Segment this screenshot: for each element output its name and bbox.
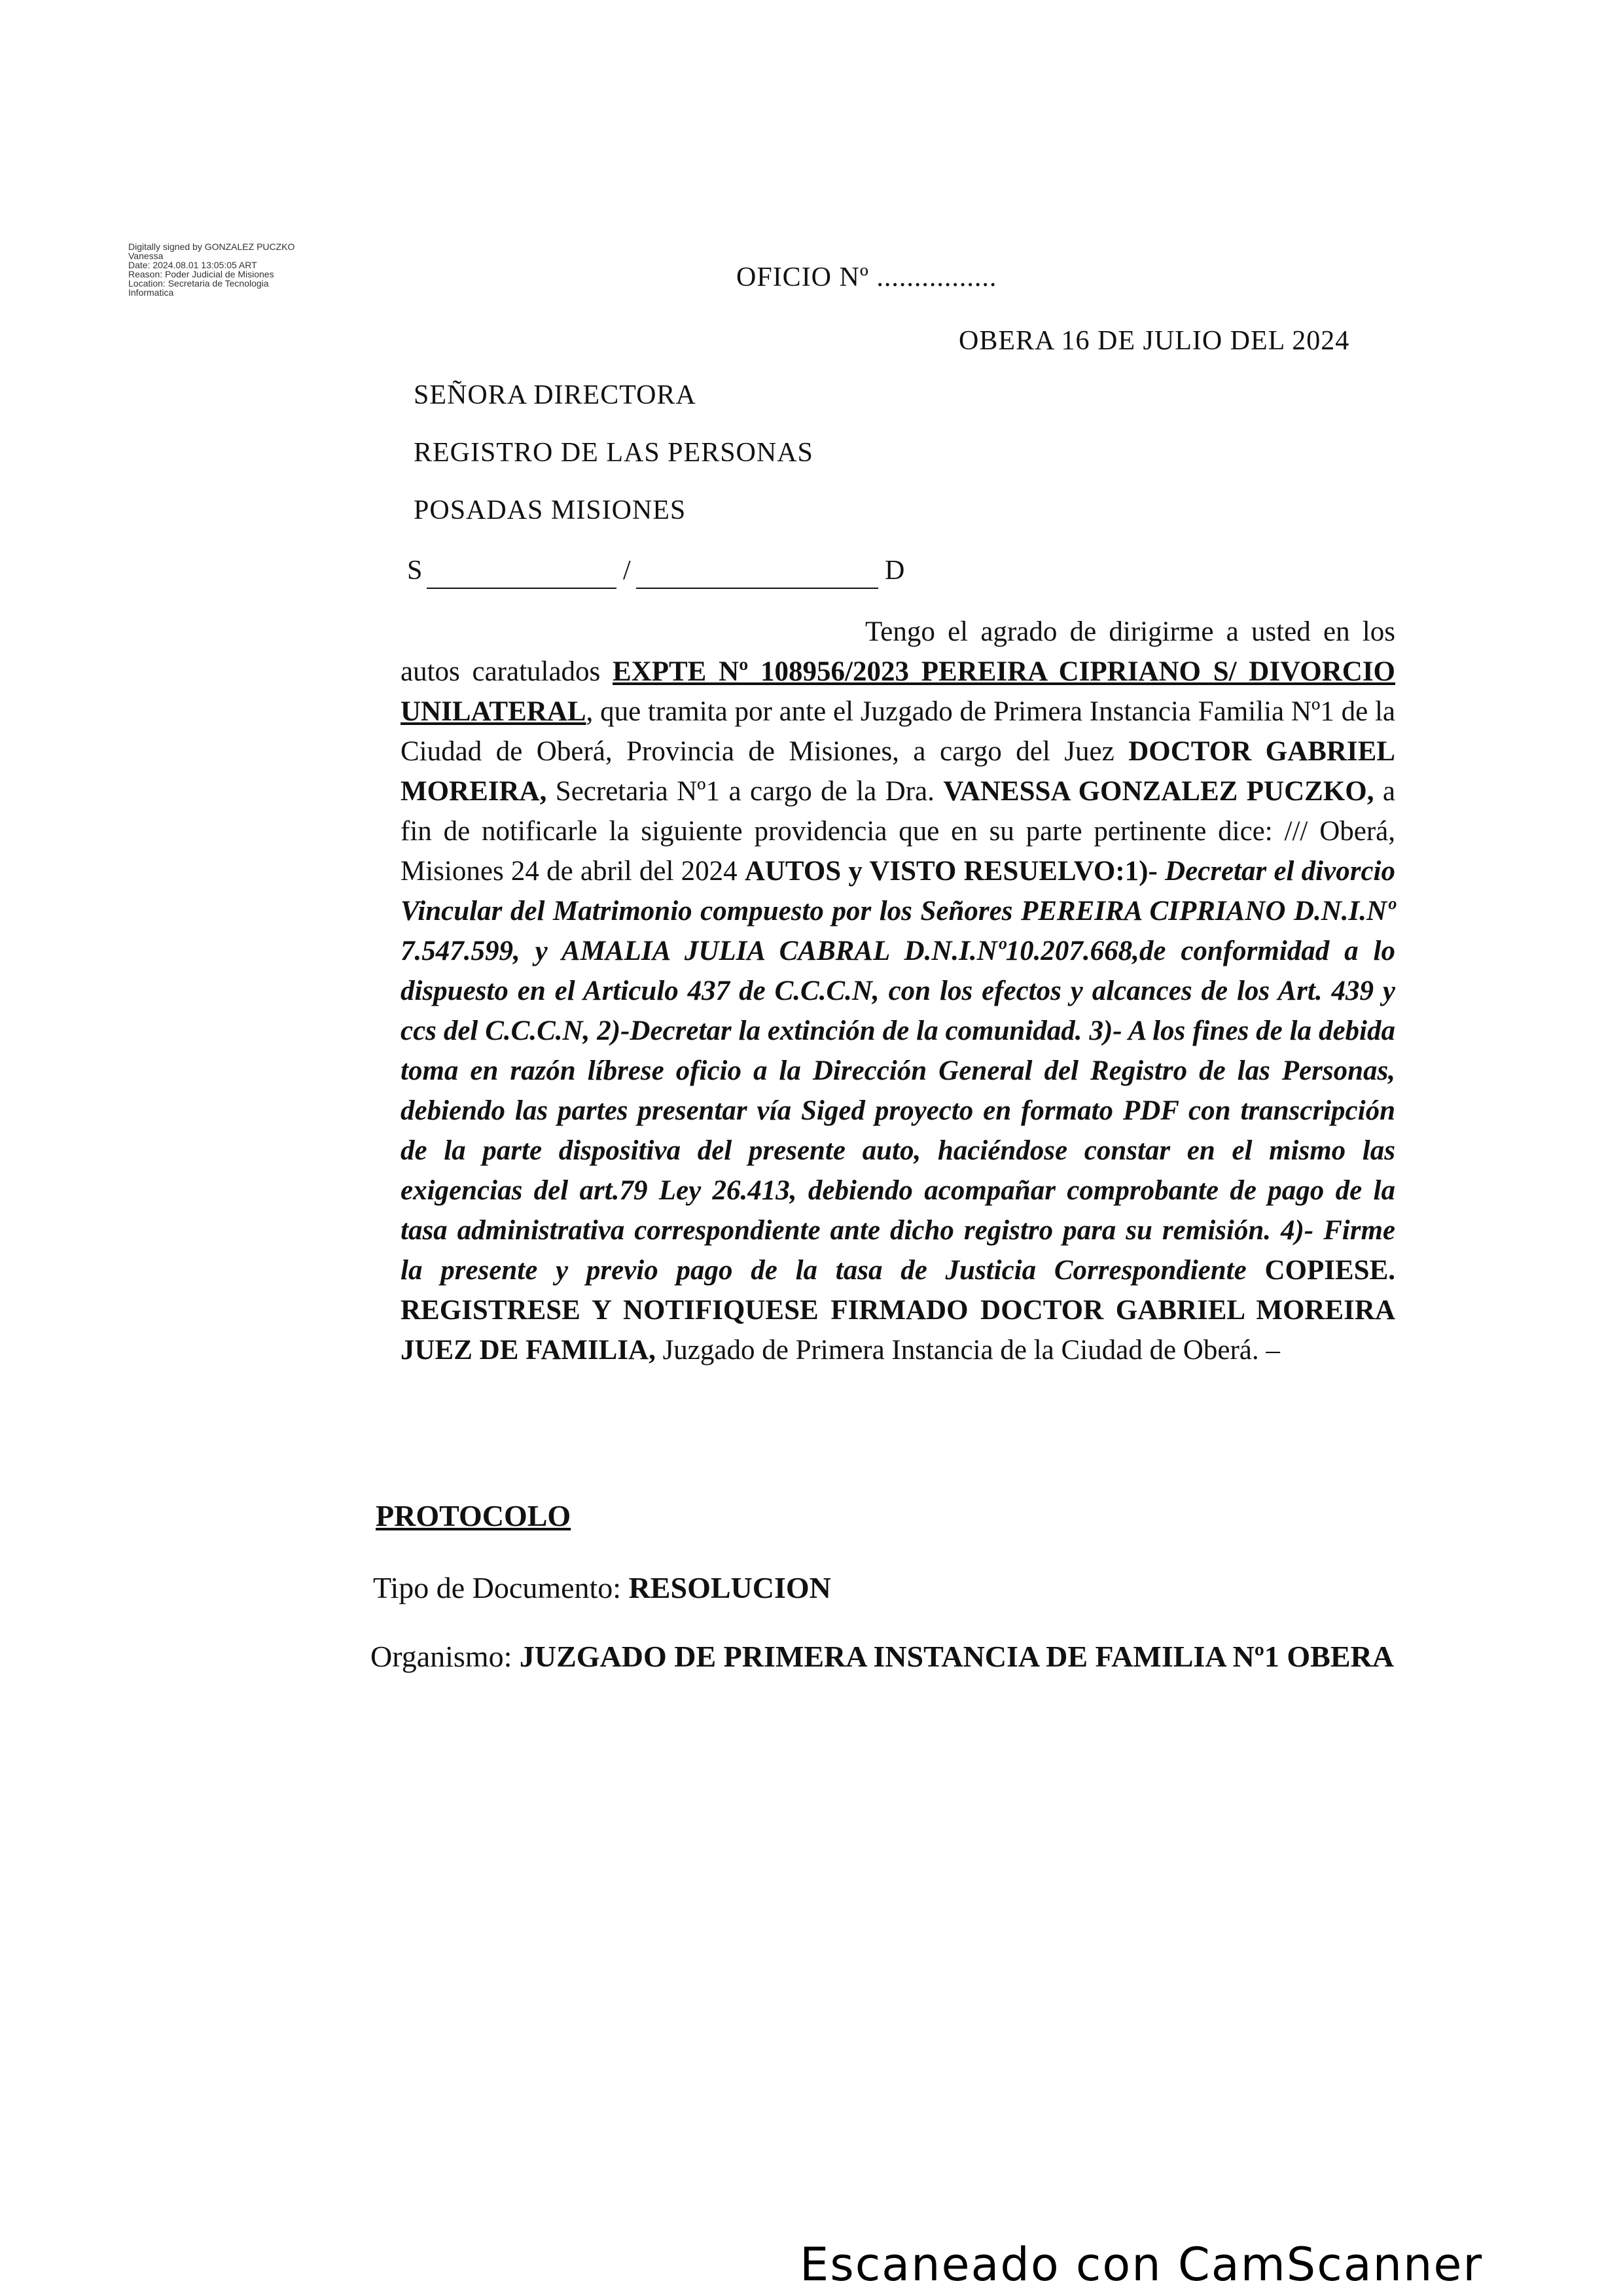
signature-line: Location: Secretaria de Tecnologia: [128, 278, 269, 289]
signature-line: Date: 2024.08.01 13:05:05 ART: [128, 260, 257, 270]
signature-line: Informatica: [128, 287, 174, 298]
document-date: OBERA 16 DE JULIO DEL 2024: [959, 326, 1350, 356]
body-intro: Tengo el agrado de dirigirme a usted en los autos caratulados: [401, 616, 1395, 687]
case-reference: EXPTE Nº 108956/2023 PEREIRA CIPRIANO S/ DIVORCIO UNILATERAL: [401, 656, 1395, 727]
salutation-line: [407, 555, 918, 592]
addressee-city: POSADAS MISIONES: [414, 495, 687, 525]
body-paragraph: [401, 612, 1395, 1370]
document-type: [373, 1570, 831, 1605]
digital-signature-block: [128, 242, 344, 297]
organism: [370, 1637, 1398, 1676]
body-text: a fin de notificarle la siguiente providencia que en su parte pertinente dice: /// Oberá, Misiones 24 de abril del 2024: [401, 776, 1395, 887]
signature-line: Digitally signed by GONZALEZ PUCZKO: [128, 241, 295, 252]
document-type-value: RESOLUCION: [628, 1571, 831, 1604]
body-text: , que tramita por ante el Juzgado de Primera Instancia Familia Nº1 de la Ciudad de Oberá, Provincia de Misiones, a cargo del Juez: [401, 696, 1395, 767]
addressee-title: SEÑORA DIRECTORA: [414, 380, 696, 410]
resolution-heading: AUTOS y VISTO RESUELVO:1)-: [744, 856, 1158, 887]
document-type-label: Tipo de Documento:: [373, 1571, 629, 1604]
addressee-office: REGISTRO DE LAS PERSONAS: [414, 438, 813, 468]
resolution-text: Decretar el divorcio Vincular del Matrimonio compuesto por los Señores PEREIRA CIPRIANO D.N.I.Nº 7.547.599, y AMALIA JULIA CABRAL D.N.I.Nº10.207.668,de conformidad a lo dispuesto en el Articulo 437 de C.C.C.N, con los efectos y alcances de los Art. 439 y ccs del C.C.C.N, 2)-Decretar la extinción de la comunidad. 3)- A los fines de la debida toma en razón líbrese oficio a la Dirección General del Registro de las Personas, debiendo las partes presentar vía Siged proyecto en formato PDF con transcripción de la parte dispositiva del presente auto, haciéndose constar en el mismo las exigencias del art.79 Ley 26.413, debiendo acompañar comprobante de pago de la tasa administrativa correspondiente ante dicho registro para su remisión. 4)- Firme la presente y previo pago de la tasa de Justicia Correspondiente: [401, 856, 1395, 1286]
camscanner-watermark: Escaneado con CamScanner: [800, 2238, 1484, 2291]
organism-value: JUZGADO DE PRIMERA INSTANCIA DE FAMILIA Nº1 OBERA: [519, 1640, 1394, 1673]
signature-line: Vanessa: [128, 251, 164, 261]
body-text: Juzgado de Primera Instancia de la Ciudad de Oberá. –: [655, 1335, 1280, 1366]
judge-name: DOCTOR GABRIEL MOREIRA,: [401, 736, 1395, 807]
signature-line: Reason: Poder Judicial de Misiones: [128, 269, 274, 279]
body-text: Secretaria Nº1 a cargo de la Dra.: [546, 776, 944, 807]
closing-order: COPIESE. REGISTRESE Y NOTIFIQUESE FIRMADO DOCTOR GABRIEL MOREIRA JUEZ DE FAMILIA,: [401, 1255, 1395, 1366]
salutation-s: S: [407, 556, 423, 586]
salutation-slash: /: [623, 556, 631, 586]
organism-label: Organismo:: [370, 1640, 520, 1673]
salutation-rule: [427, 588, 616, 589]
salutation-d: D: [885, 556, 905, 586]
secretary-name: VANESSA GONZALEZ PUCZKO,: [943, 776, 1374, 807]
oficio-number: OFICIO Nº ................: [736, 262, 997, 292]
salutation-rule: [636, 588, 878, 589]
protocolo-heading: PROTOCOLO: [376, 1499, 571, 1532]
letter-body: [401, 612, 1395, 1370]
